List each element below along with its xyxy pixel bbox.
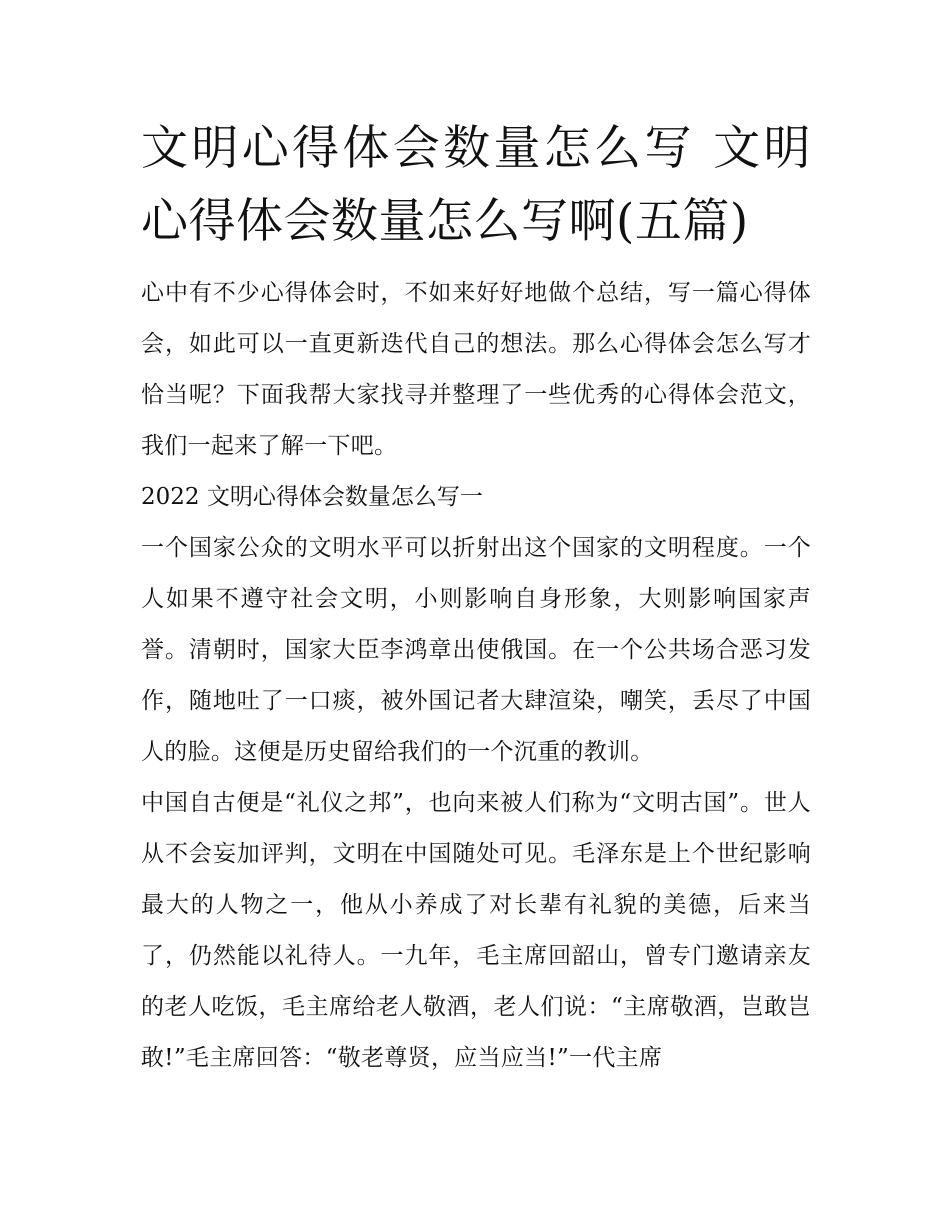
body-paragraph-1: 一个国家公众的文明水平可以折射出这个国家的文明程度。一个人如果不遵守社会文明，小则影响自身形象，大则影响国家声誉。清朝时，国家大臣李鸿章出使俄国。在一个公共场合恶习发作，随地吐了一口痰，被外国记者大肆渲染，嘲笑，丢尽了中国人的脸。这便是历史留给我们的一个沉重的教训。 [141,535,811,765]
intro-paragraph: 心中有不少心得体会时，不如来好好地做个总结，写一篇心得体会，如此可以一直更新迭代自己的想法。那么心得体会怎么写才恰当呢？下面我帮大家找寻并整理了一些优秀的心得体会范文，我们一起来了解一下吧。 [141,280,811,459]
body-paragraph-2: 中国自古便是“礼仪之邦”，也向来被人们称为“文明古国”。世人从不会妄加评判，文明在中国随处可见。毛泽东是上个世纪影响最大的人物之一，他从小养成了对长辈有礼貌的美德，后来当了，仍然能以礼待人。一九年，毛主席回韶山，曾专门邀请亲友的老人吃饭，毛主席给老人敬酒，老人们说：“主席敬酒，岂敢岂敢!”毛主席回答：“敬老尊贤，应当应当!”一代主席 [141,790,811,1071]
document-body [141,112,811,1084]
document-title: 文明心得体会数量怎么写 文明心得体会数量怎么写啊(五篇) [141,121,811,249]
section-heading: 2022 文明心得体会数量怎么写一 [141,484,483,510]
